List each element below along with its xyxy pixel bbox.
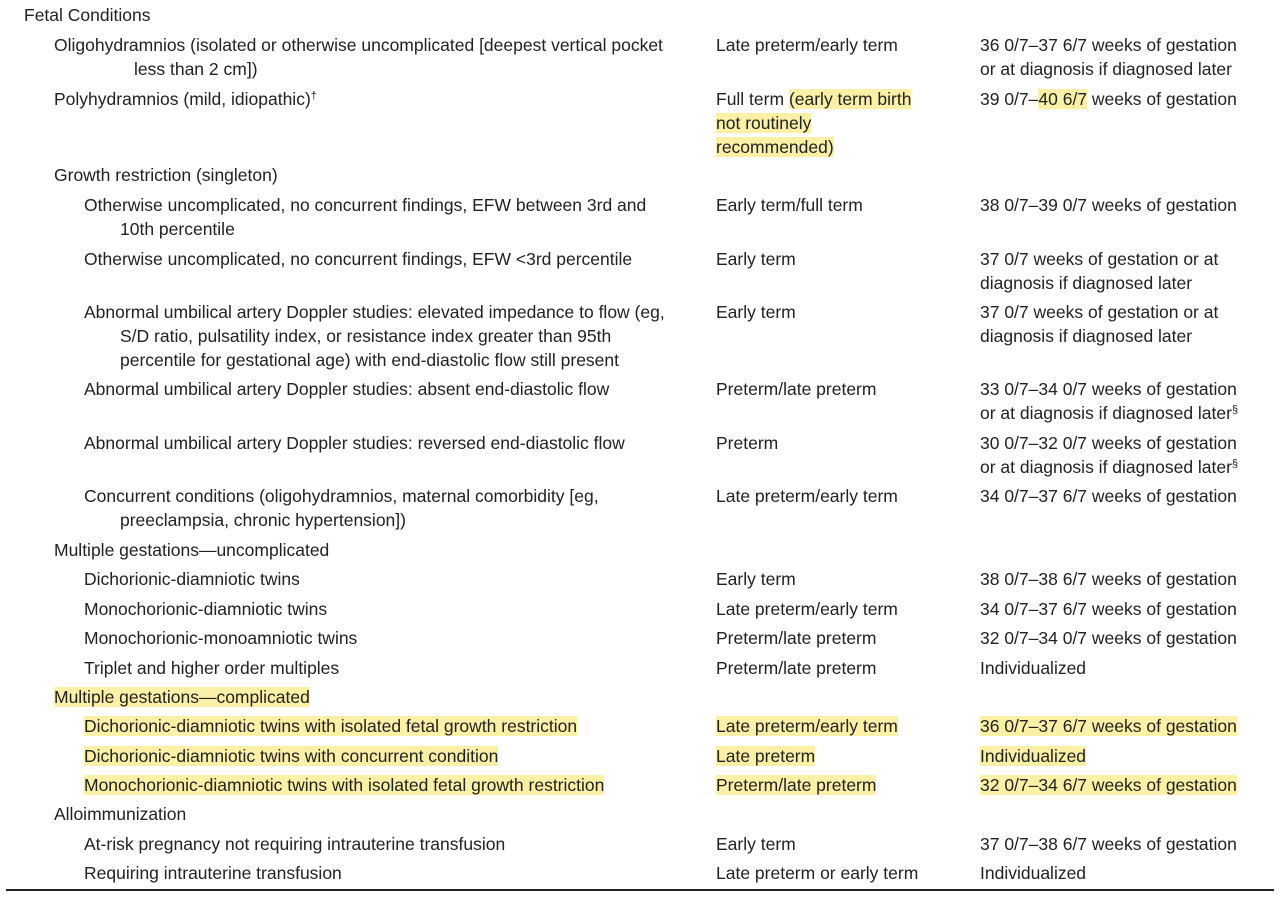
row-label: Otherwise uncomplicated, no concurrent findings, EFW <3rd percentile [84, 249, 633, 269]
row-term: Early term [716, 834, 796, 854]
row-timing [980, 33, 1275, 81]
row-label [84, 744, 498, 768]
group-header: Alloimmunization [54, 804, 187, 824]
row-term: Early term [716, 249, 796, 269]
row-timing: Individualized [980, 658, 1087, 678]
highlighted-text: Late preterm/early term [716, 716, 898, 736]
row-label [84, 773, 604, 797]
group-header: Multiple gestations—uncomplicated [54, 540, 330, 560]
highlighted-text: 36 0/7–37 6/7 weeks of gestation [980, 716, 1237, 736]
timing-line: 37 0/7 weeks of gestation or at [980, 302, 1219, 322]
row-timing [980, 247, 1275, 295]
row-term: Preterm [716, 433, 779, 453]
timing-line: or at diagnosis if diagnosed later [980, 403, 1232, 423]
row-timing [980, 431, 1275, 479]
timing-line: 30 0/7–32 0/7 weeks of gestation [980, 433, 1237, 453]
row-label: Abnormal umbilical artery Doppler studies: absent end-diastolic flow [84, 379, 610, 399]
footnote-mark: † [310, 90, 317, 102]
row-label: Monochorionic-monoamniotic twins [84, 628, 358, 648]
row-timing: 32 0/7–34 0/7 weeks of gestation [980, 628, 1237, 648]
highlighted-text: (early term birth [788, 89, 912, 109]
row-term [716, 714, 966, 738]
row-timing [980, 300, 1275, 348]
row-timing [980, 377, 1275, 425]
term-text: Full term [716, 89, 789, 109]
highlighted-text: Monochorionic-diamniotic twins with isolated fetal growth restriction [84, 775, 605, 795]
row-timing: 38 0/7–38 6/7 weeks of gestation [980, 569, 1237, 589]
highlighted-text: Late preterm [716, 746, 816, 766]
timing-line: 36 0/7–37 6/7 weeks of gestation [980, 35, 1237, 55]
row-term: Early term/full term [716, 195, 863, 215]
row-label-line: preeclampsia, chronic hypertension]) [120, 510, 406, 530]
footnote-mark: § [1231, 458, 1239, 470]
section-title: Fetal Conditions [24, 5, 151, 25]
row-term: Preterm/late preterm [716, 628, 877, 648]
row-label [84, 484, 599, 532]
highlighted-text: Preterm/late preterm [716, 775, 877, 795]
row-label: Monochorionic-diamniotic twins [84, 599, 328, 619]
highlighted-text: 40 6/7 [1038, 89, 1088, 109]
row-term: Preterm/late preterm [716, 658, 877, 678]
row-label: Triplet and higher order multiples [84, 658, 340, 678]
row-timing [980, 773, 1275, 797]
timing-line: 33 0/7–34 0/7 weeks of gestation [980, 379, 1237, 399]
row-label-line: Abnormal umbilical artery Doppler studies: elevated impedance to flow (eg, [84, 302, 665, 322]
row-timing: 38 0/7–39 0/7 weeks of gestation [980, 195, 1237, 215]
row-label-line: Oligohydramnios (isolated or otherwise uncomplicated [deepest vertical pocket [54, 35, 663, 55]
row-term: Late preterm/early term [716, 486, 898, 506]
row-term: Late preterm/early term [716, 599, 898, 619]
row-term: Early term [716, 569, 796, 589]
row-label: Abnormal umbilical artery Doppler studies: reversed end-diastolic flow [84, 433, 625, 453]
timing-line: diagnosis if diagnosed later [980, 273, 1193, 293]
table-bottom-rule [6, 889, 1274, 891]
row-label-line: Concurrent conditions (oligohydramnios, maternal comorbidity [eg, [84, 486, 599, 506]
timing-line: or at diagnosis if diagnosed later [980, 59, 1232, 79]
row-term: Preterm/late preterm [716, 379, 877, 399]
row-timing [980, 87, 1275, 111]
group-header [54, 685, 310, 709]
timing-text: weeks of gestation [1087, 89, 1237, 109]
row-timing: Individualized [980, 863, 1087, 883]
timing-text: 39 0/7– [980, 89, 1039, 109]
row-label: Requiring intrauterine transfusion [84, 863, 342, 883]
row-timing: 34 0/7–37 6/7 weeks of gestation [980, 599, 1237, 619]
group-header: Growth restriction (singleton) [54, 165, 278, 185]
timing-line: diagnosis if diagnosed later [980, 326, 1193, 346]
row-label [54, 87, 317, 111]
row-label [84, 193, 646, 241]
row-label [84, 714, 577, 738]
row-term [716, 744, 966, 768]
row-term: Late preterm or early term [716, 863, 919, 883]
row-term [716, 773, 966, 797]
row-label: Dichorionic-diamniotic twins [84, 569, 300, 589]
row-term: Late preterm/early term [716, 35, 898, 55]
row-term [716, 87, 966, 159]
row-label-line: Otherwise uncomplicated, no concurrent findings, EFW between 3rd and [84, 195, 647, 215]
row-label-line: 10th percentile [120, 219, 235, 239]
highlighted-text: Individualized [980, 746, 1087, 766]
footnote-mark: § [1231, 404, 1239, 416]
row-timing: 37 0/7–38 6/7 weeks of gestation [980, 834, 1237, 854]
row-label [84, 300, 665, 372]
highlighted-text: 32 0/7–34 6/7 weeks of gestation [980, 775, 1237, 795]
row-label-line: percentile for gestational age) with end-diastolic flow still present [120, 350, 620, 370]
row-label-line: less than 2 cm]) [134, 59, 258, 79]
row-label: At-risk pregnancy not requiring intrauterine transfusion [84, 834, 506, 854]
row-label-line: S/D ratio, pulsatility index, or resistance index greater than 95th [120, 326, 612, 346]
timing-line: 37 0/7 weeks of gestation or at [980, 249, 1219, 269]
highlighted-text: Multiple gestations—complicated [54, 687, 310, 707]
highlighted-text: not routinely [716, 113, 812, 133]
timing-line: or at diagnosis if diagnosed later [980, 457, 1232, 477]
highlighted-text: Dichorionic-diamniotic twins with concurrent condition [84, 746, 499, 766]
row-label [54, 33, 663, 81]
highlighted-text: recommended) [716, 137, 834, 157]
highlighted-text: Dichorionic-diamniotic twins with isolated fetal growth restriction [84, 716, 578, 736]
row-label-text: Polyhydramnios (mild, idiopathic) [54, 89, 311, 109]
row-term: Early term [716, 302, 796, 322]
row-timing [980, 744, 1275, 768]
row-timing [980, 714, 1275, 738]
row-timing: 34 0/7–37 6/7 weeks of gestation [980, 486, 1237, 506]
